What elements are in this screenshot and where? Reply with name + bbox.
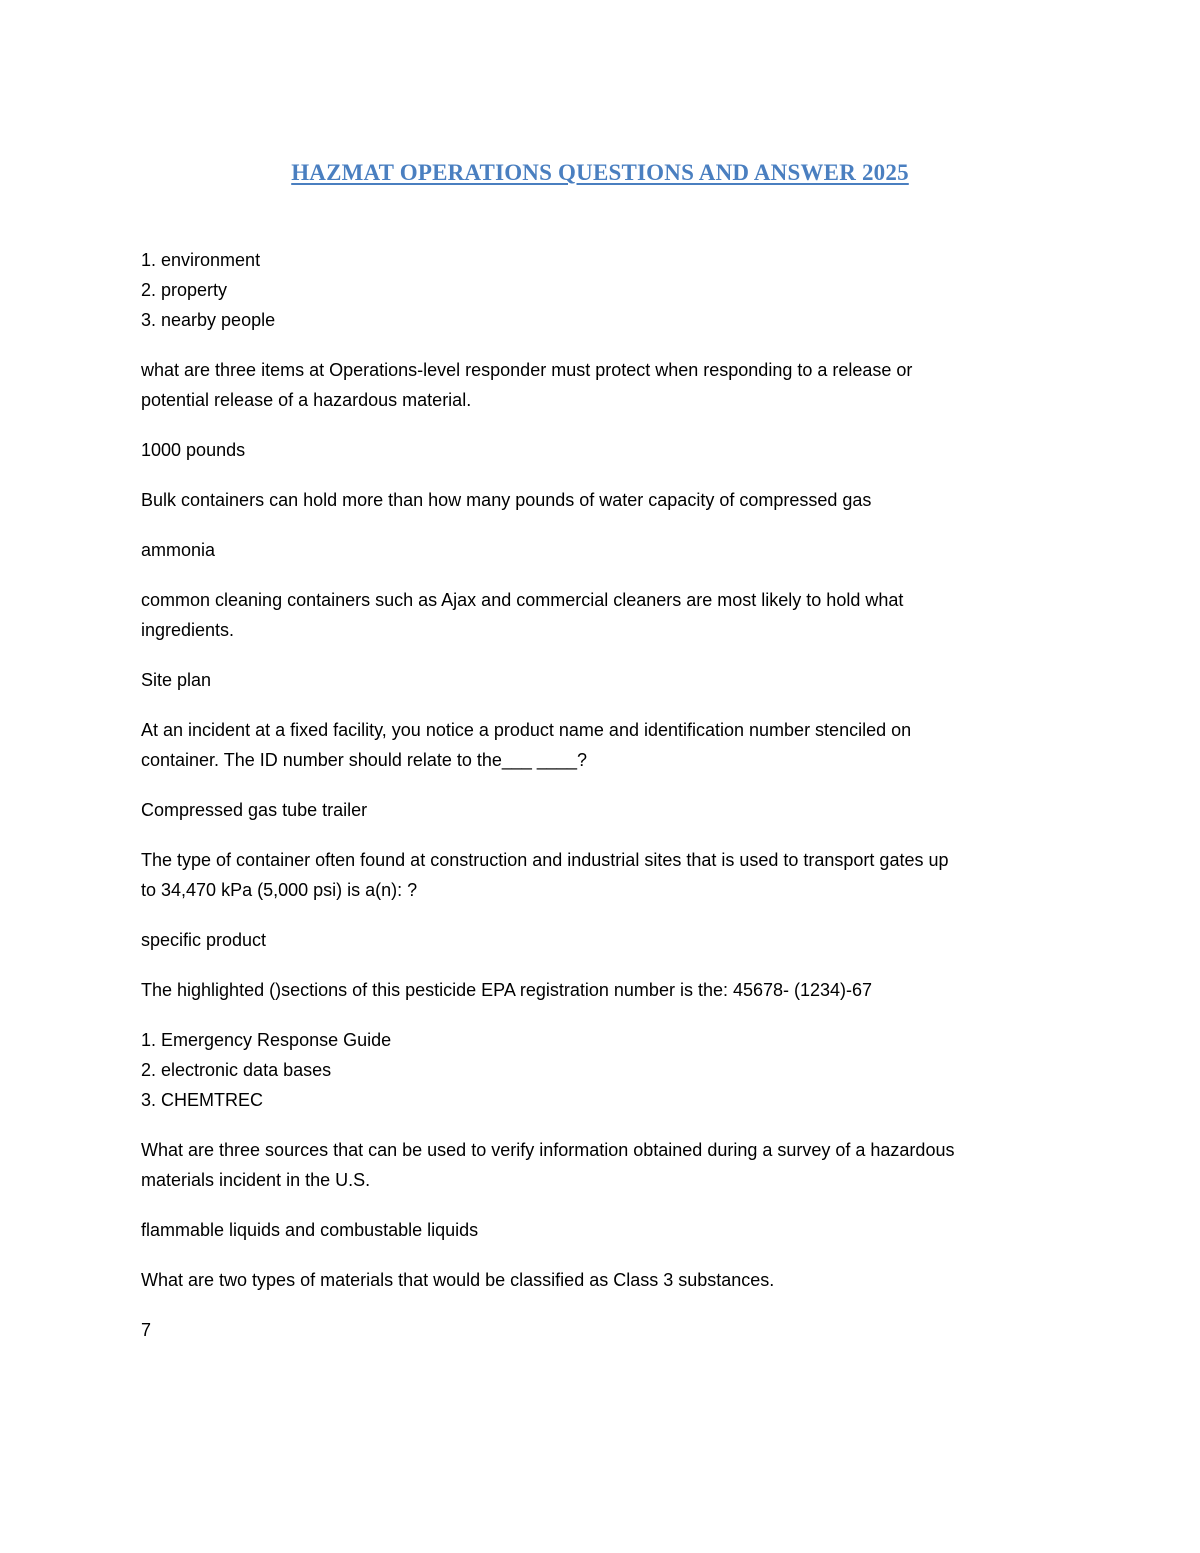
paragraph — [141, 715, 1056, 775]
paragraph — [141, 1135, 1056, 1195]
paragraph-line: ammonia — [141, 540, 216, 560]
paragraph-line: specific product — [141, 930, 267, 950]
paragraph-line: Site plan — [141, 670, 212, 690]
paragraph — [141, 1215, 1056, 1245]
paragraph-line: 1000 pounds — [141, 440, 246, 460]
paragraph — [141, 795, 1056, 825]
paragraph — [141, 535, 1056, 565]
paragraph-line: 3. nearby people — [141, 310, 276, 330]
paragraph-line: flammable liquids and combustable liquids — [141, 1220, 479, 1240]
paragraph-line: common cleaning containers such as Ajax and commercial cleaners are most likely to hold what — [141, 590, 904, 610]
paragraph-line: 2. electronic data bases — [141, 1060, 332, 1080]
paragraph-line: 2. property — [141, 280, 228, 300]
paragraph-line: What are two types of materials that would be classified as Class 3 substances. — [141, 1270, 775, 1290]
paragraph-line: potential release of a hazardous material. — [141, 390, 472, 410]
paragraph — [141, 485, 1056, 515]
paragraph-line: 7 — [141, 1320, 152, 1340]
paragraph-line: Bulk containers can hold more than how many pounds of water capacity of compressed gas — [141, 490, 872, 510]
document-body — [141, 245, 1056, 1365]
paragraph — [141, 975, 1056, 1005]
paragraph-line: The highlighted ()sections of this pesticide EPA registration number is the: 45678- (1234)-67 — [141, 980, 873, 1000]
paragraph — [141, 845, 1056, 905]
paragraph — [141, 435, 1056, 465]
paragraph-line: 1. environment — [141, 250, 261, 270]
paragraph-line: to 34,470 kPa (5,000 psi) is a(n): ? — [141, 880, 418, 900]
paragraph — [141, 925, 1056, 955]
paragraph — [141, 1315, 1056, 1345]
paragraph-line: what are three items at Operations-level responder must protect when responding to a release or — [141, 360, 913, 380]
paragraph — [141, 585, 1056, 645]
paragraph — [141, 1025, 1056, 1115]
document-title: HAZMAT OPERATIONS QUESTIONS AND ANSWER 2025 — [291, 160, 909, 185]
paragraph-line: What are three sources that can be used to verify information obtained during a survey of a hazardous — [141, 1140, 955, 1160]
paragraph — [141, 245, 1056, 335]
paragraph — [141, 355, 1056, 415]
paragraph-line: Compressed gas tube trailer — [141, 800, 368, 820]
paragraph-line: container. The ID number should relate to the___ ____? — [141, 750, 587, 770]
paragraph-line: The type of container often found at construction and industrial sites that is used to transport gates up — [141, 850, 949, 870]
paragraph-line: ingredients. — [141, 620, 235, 640]
paragraph-line: 3. CHEMTREC — [141, 1090, 264, 1110]
paragraph-line: materials incident in the U.S. — [141, 1170, 371, 1190]
paragraph — [141, 665, 1056, 695]
paragraph — [141, 1265, 1056, 1295]
paragraph-line: At an incident at a fixed facility, you notice a product name and identification number stenciled on — [141, 720, 912, 740]
paragraph-line: 1. Emergency Response Guide — [141, 1030, 392, 1050]
